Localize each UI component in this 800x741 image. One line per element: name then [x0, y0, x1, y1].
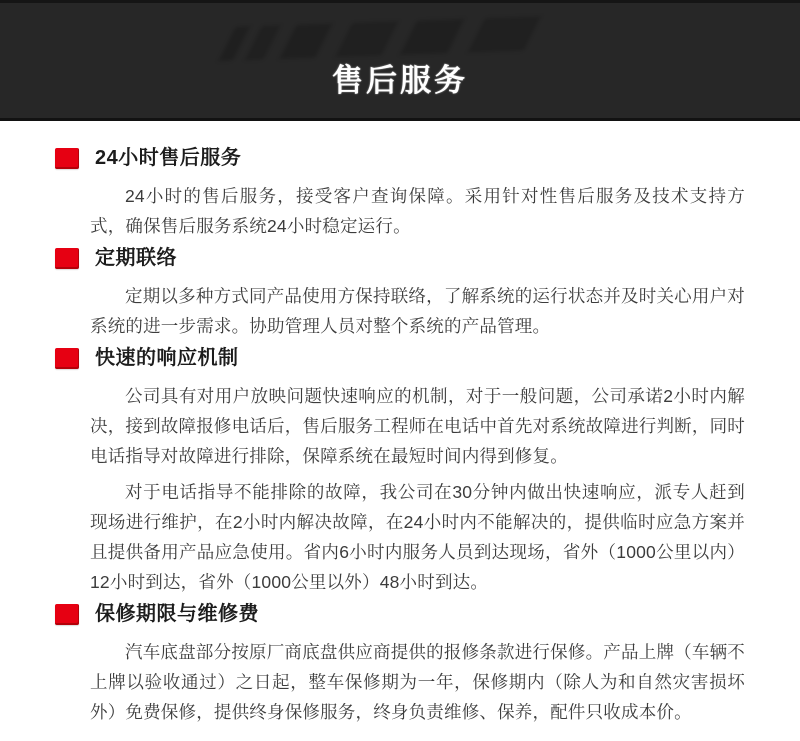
page-title: 售后服务 — [332, 63, 468, 98]
section-heading-row — [55, 347, 748, 369]
section-heading-row — [55, 247, 748, 269]
section-heading: 24小时售后服务 — [95, 147, 242, 169]
section-paragraph: 24小时的售后服务，接受客户查询保障。采用针对性售后服务及技术支持方式，确保售后服务系统24小时稳定运行。 — [90, 186, 745, 236]
red-square-bullet-icon — [55, 248, 79, 269]
section-paragraph: 汽车底盘部分按原厂商底盘供应商提供的报修条款进行保修。产品上牌（车辆不上牌以验收通过）之日起，整车保修期为一年，保修期内（除人为和自然灾害损坏外）免费保修，提供终身保修服务，终身负责维修、保养，配件只收成本价。 — [90, 642, 745, 722]
section-heading-row — [55, 147, 748, 169]
red-square-bullet-icon — [55, 148, 79, 169]
section-heading-row — [55, 603, 748, 625]
section-heading: 快速的响应机制 — [95, 347, 239, 369]
red-square-bullet-icon — [55, 604, 79, 625]
section-warranty-fees — [55, 603, 748, 727]
section-paragraph: 定期以多种方式同产品使用方保持联络，了解系统的运行状态并及时关心用户对系统的进一步需求。协助管理人员对整个系统的产品管理。 — [90, 286, 745, 336]
section-heading: 定期联络 — [95, 247, 177, 269]
red-square-bullet-icon — [55, 348, 79, 369]
content-area — [0, 121, 800, 727]
section-24h-service — [55, 147, 748, 241]
section-regular-contact — [55, 247, 748, 341]
section-paragraph: 公司具有对用户放映问题快速响应的机制，对于一般问题，公司承诺2小时内解决，接到故障报修电话后，售后服务工程师在电话中首先对系统故障进行判断，同时电话指导对故障进行排除，保障系统在最短时间内得到修复。 — [90, 386, 745, 466]
section-rapid-response — [55, 347, 748, 597]
section-heading: 保修期限与维修费 — [95, 603, 259, 625]
section-paragraph: 对于电话指导不能排除的故障，我公司在30分钟内做出快速响应，派专人赶到现场进行维护，在2小时内解决故障，在24小时内不能解决的，提供临时应急方案并且提供备用产品应急使用。省内6小时内服务人员到达现场，省外（1000公里以内）12小时到达，省外（1000公里以外）48小时到达。 — [90, 482, 745, 592]
page-header-banner — [0, 0, 800, 121]
